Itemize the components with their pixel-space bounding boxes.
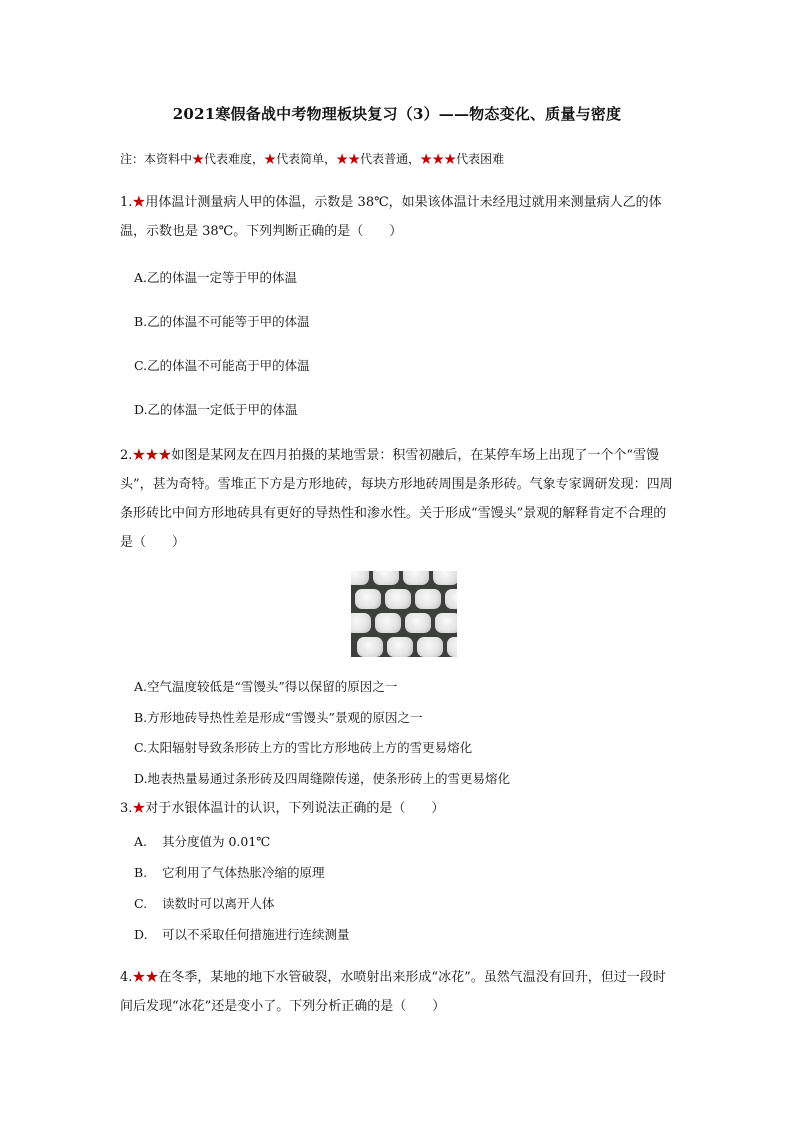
question-text: 用体温计测量病人甲的体温，示数是 38℃，如果该体温计未经甩过就用来测量病人乙的体温，示数也是 38℃。下列判断正确的是（ ） bbox=[120, 195, 662, 239]
q1-option-c[interactable]: C.乙的体温不可能高于甲的体温 bbox=[134, 358, 310, 373]
option-label: B. bbox=[134, 865, 148, 880]
option-text: 它利用了气体热胀冷缩的原理 bbox=[162, 865, 325, 880]
question-number: 4. bbox=[120, 970, 133, 985]
question-number: 3. bbox=[120, 801, 133, 816]
star-icon: ★ bbox=[192, 152, 205, 166]
question-text: 对于水银体温计的认识，下列说法正确的是（ ） bbox=[145, 801, 445, 816]
q1-option-b[interactable]: B.乙的体温不可能等于甲的体温 bbox=[134, 314, 310, 329]
question-number: 1. bbox=[120, 195, 133, 210]
note-text: 代表普通， bbox=[360, 152, 421, 166]
question-text: 如图是某网友在四月拍摄的某地雪景：积雪初融后，在某停车场上出现了一个个“雪馒头”，甚为奇特。雪堆正下方是方形地砖，每块方形地砖周围是条形砖。气象专家调研发现：四周条形砖比中间方形地砖具有更好的导热性和渗水性。关于形成“雪馒头”景观的解释肯定不合理的是（ ） bbox=[120, 448, 673, 550]
question-number: 2. bbox=[120, 448, 133, 463]
star-icon: ★★★ bbox=[420, 152, 457, 166]
star-icon: ★★ bbox=[132, 970, 159, 985]
option-label: D. bbox=[134, 927, 148, 942]
question-4 bbox=[120, 963, 676, 1021]
option-text: 读数时可以离开人体 bbox=[162, 896, 275, 911]
option-text: 可以不采取任何措施进行连续测量 bbox=[162, 927, 350, 942]
star-icon: ★ bbox=[264, 152, 277, 166]
question-1 bbox=[120, 188, 676, 246]
option-label: C. bbox=[134, 896, 148, 911]
q1-option-a[interactable]: A.乙的体温一定等于甲的体温 bbox=[134, 270, 298, 285]
q3-option-a[interactable] bbox=[134, 832, 270, 850]
q2-option-a[interactable]: A.空气温度较低是“雪馒头”得以保留的原因之一 bbox=[134, 679, 398, 694]
snow-mantou-photo bbox=[351, 571, 457, 657]
q2-option-d[interactable]: D.地表热量易通过条形砖及四周缝隙传递，使条形砖上的雪更易熔化 bbox=[134, 771, 511, 786]
star-icon: ★★★ bbox=[132, 448, 172, 463]
page-title: 2021寒假备战中考物理板块复习（3）——物态变化、质量与密度 bbox=[172, 105, 622, 123]
note-text: 代表困难 bbox=[456, 152, 505, 166]
note-text: 代表简单， bbox=[276, 152, 337, 166]
star-icon: ★ bbox=[132, 801, 146, 816]
difficulty-note bbox=[120, 150, 504, 167]
option-text: 其分度值为 0.01℃ bbox=[162, 834, 271, 849]
option-label: A. bbox=[134, 834, 148, 849]
star-icon: ★★ bbox=[336, 152, 361, 166]
q2-option-b[interactable]: B.方形地砖导热性差是形成“雪馒头”景观的原因之一 bbox=[134, 710, 423, 725]
q3-option-b[interactable] bbox=[134, 863, 325, 881]
note-text: 代表难度， bbox=[204, 152, 265, 166]
q2-option-c[interactable]: C.太阳辐射导致条形砖上方的雪比方形地砖上方的雪更易熔化 bbox=[134, 740, 473, 755]
q1-option-d[interactable]: D.乙的体温一定低于甲的体温 bbox=[134, 402, 298, 417]
question-3 bbox=[120, 794, 676, 823]
star-icon: ★ bbox=[132, 195, 146, 210]
question-2 bbox=[120, 441, 676, 557]
note-prefix: 注：本资料中 bbox=[120, 152, 193, 166]
question-text: 在冬季，某地的地下水管破裂，水喷射出来形成“冰花”。虽然气温没有回升，但过一段时间后发现“冰花”还是变小了。下列分析正确的是（ ） bbox=[120, 970, 666, 1014]
q3-option-c[interactable] bbox=[134, 894, 275, 912]
q3-option-d[interactable] bbox=[134, 925, 350, 943]
